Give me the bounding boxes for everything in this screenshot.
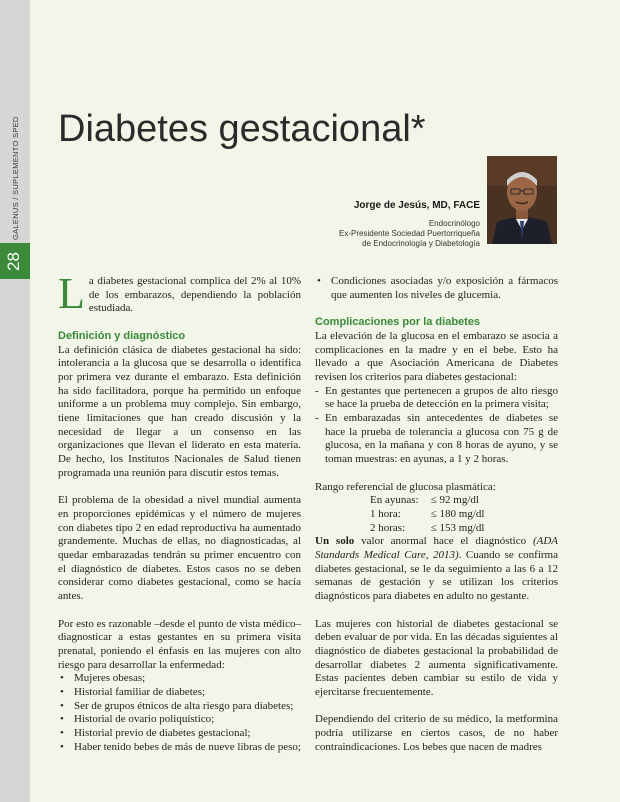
criteria-list <box>315 385 558 467</box>
list-item: • Historial de ovario poliquístico; <box>58 713 301 727</box>
article-title: Diabetes gestacional* <box>58 108 426 150</box>
section-heading: Complicaciones por la diabetes <box>315 316 481 329</box>
running-header: GALENUS / SUPLEMENTO SPED <box>11 116 20 240</box>
page-number: 28 <box>4 252 23 271</box>
paragraph: La definición clásica de diabetes gestacional ha sido: intolerancia a la glucosa que se desarrolla o identifica por primera vez durante el embarazo. Esta definición ha sido facilitadora, porque ha permitido un enfoque uniforme a un problema muy complejo. Sin embargo, tiene limitaciones que han creado discusión y la necesidad de llegar a un consenso en las organizaciones que llevan el liderato en esta materia. De hecho, los Institutos Nacionales de Salud tienen programada una reunión para discutir estos temas. <box>58 343 301 479</box>
range-label: En ayunas: <box>370 494 419 507</box>
paragraph: Las mujeres con historial de diabetes gestacional se deben evaluar de por vida. En las décadas siguientes al diagnóstico de diabetes gestacional la probabilidad de desarrollar diabetes 2 aumenta significativamente. Estas pacientes deben cambiar su estilo de vida y ejercitarse frecuentemente. <box>315 617 558 699</box>
section-heading: Definición y diagnóstico <box>58 329 186 342</box>
range-label: 1 hora: <box>370 507 401 520</box>
list-item: • Condiciones asociadas y/o exposición a fármacos que aumenten los niveles de glucemia. <box>315 275 558 302</box>
list-item: - En embarazadas sin antecedentes de diabetes se hace la prueba de tolerancia a glucosa con 75 g de glucosa, en la mañana y con 8 horas de ayuno, y se toman muestras: en ayunas, a 1 y 2 horas. <box>315 412 558 467</box>
list-item: • Historial previo de diabetes gestacional; <box>58 727 301 741</box>
author-block <box>339 200 480 249</box>
author-credential: de Endocrinología y Diabetología <box>362 239 480 248</box>
bold-text: Un solo <box>315 535 355 548</box>
page-number-badge <box>0 243 30 279</box>
range-value: ≤ 180 mg/dl <box>430 507 485 520</box>
paragraph <box>315 535 558 604</box>
author-photo <box>487 156 557 244</box>
range-row <box>315 494 558 508</box>
risk-list-continued <box>315 275 558 302</box>
range-row <box>315 522 558 536</box>
range-row <box>315 508 558 522</box>
author-credential: Endocrinólogo <box>428 219 480 228</box>
paragraph-text: . Cuando se confirma diabetes gestacional, se le da seguimiento a las 6 a 12 semanas de gestación y se utilizan los criterios diagnósticos para diabetes en adulto no gestante. <box>315 549 558 603</box>
citation: (ADA Standards Medical Care, 2013) <box>315 535 558 562</box>
right-column <box>315 275 558 755</box>
paragraph: La elevación de la glucosa en el embarazo se asocia a complicaciones en la madre y en el bebe. Esto ha llevado a que Asociación Americana de Diabetes revisen los criterios para diabetes gestacional: <box>315 329 558 383</box>
intro-paragraph <box>58 269 301 318</box>
author-name: Jorge de Jesús, MD, FACE <box>353 200 480 211</box>
intro-text: a diabetes gestacional complica del 2% al 10% de los embarazos, dependiendo la población estudiada. <box>88 275 301 315</box>
list-item: • Haber tenido bebes de más de nueve libras de peso; <box>58 741 301 755</box>
drop-cap: L <box>58 269 85 318</box>
risk-list <box>58 672 301 754</box>
range-value: ≤ 153 mg/dl <box>430 521 485 534</box>
left-column <box>58 269 301 755</box>
range-title: Rango referencial de glucosa plasmática: <box>315 480 496 493</box>
range-label: 2 horas: <box>370 521 406 534</box>
list-item: • Mujeres obesas; <box>58 672 301 686</box>
paragraph: El problema de la obesidad a nivel mundial aumenta en proporciones epidémicas y el número de mujeres con diabetes tipo 2 en edad reproductiva ha aumentado grandemente. Muchas de ellas, no diagnosticadas, al quedar embarazadas tendrán su primer encuentro con el diagnóstico de diabetes. Estos casos no se deben considerar como diabetes gestacional, como se hacía antes. <box>58 494 301 603</box>
list-item: - En gestantes que pertenecen a grupos de alto riesgo se hace la prueba de detección en la primera visita; <box>315 385 558 412</box>
range-value: ≤ 92 mg/dl <box>430 494 479 507</box>
list-item: • Historial familiar de diabetes; <box>58 686 301 700</box>
paragraph: Por esto es razonable –desde el punto de vista médico– diagnosticar a estas gestantes en su primera visita prenatal, poniendo el énfasis en las mujeres con alto riesgo para desarrollar la enfermedad: <box>58 617 301 671</box>
paragraph-text: valor anormal hace el diagnóstico <box>354 535 533 548</box>
paragraph: Dependiendo del criterio de su médico, la metformina podría utilizarse en ciertos casos, de no haber contraindicaciones. Los bebes que nacen de madres <box>315 713 558 753</box>
list-item: • Ser de grupos étnicos de alta riesgo para diabetes; <box>58 700 301 714</box>
author-credential: Ex-Presidente Sociedad Puertorriqueña <box>339 229 480 238</box>
